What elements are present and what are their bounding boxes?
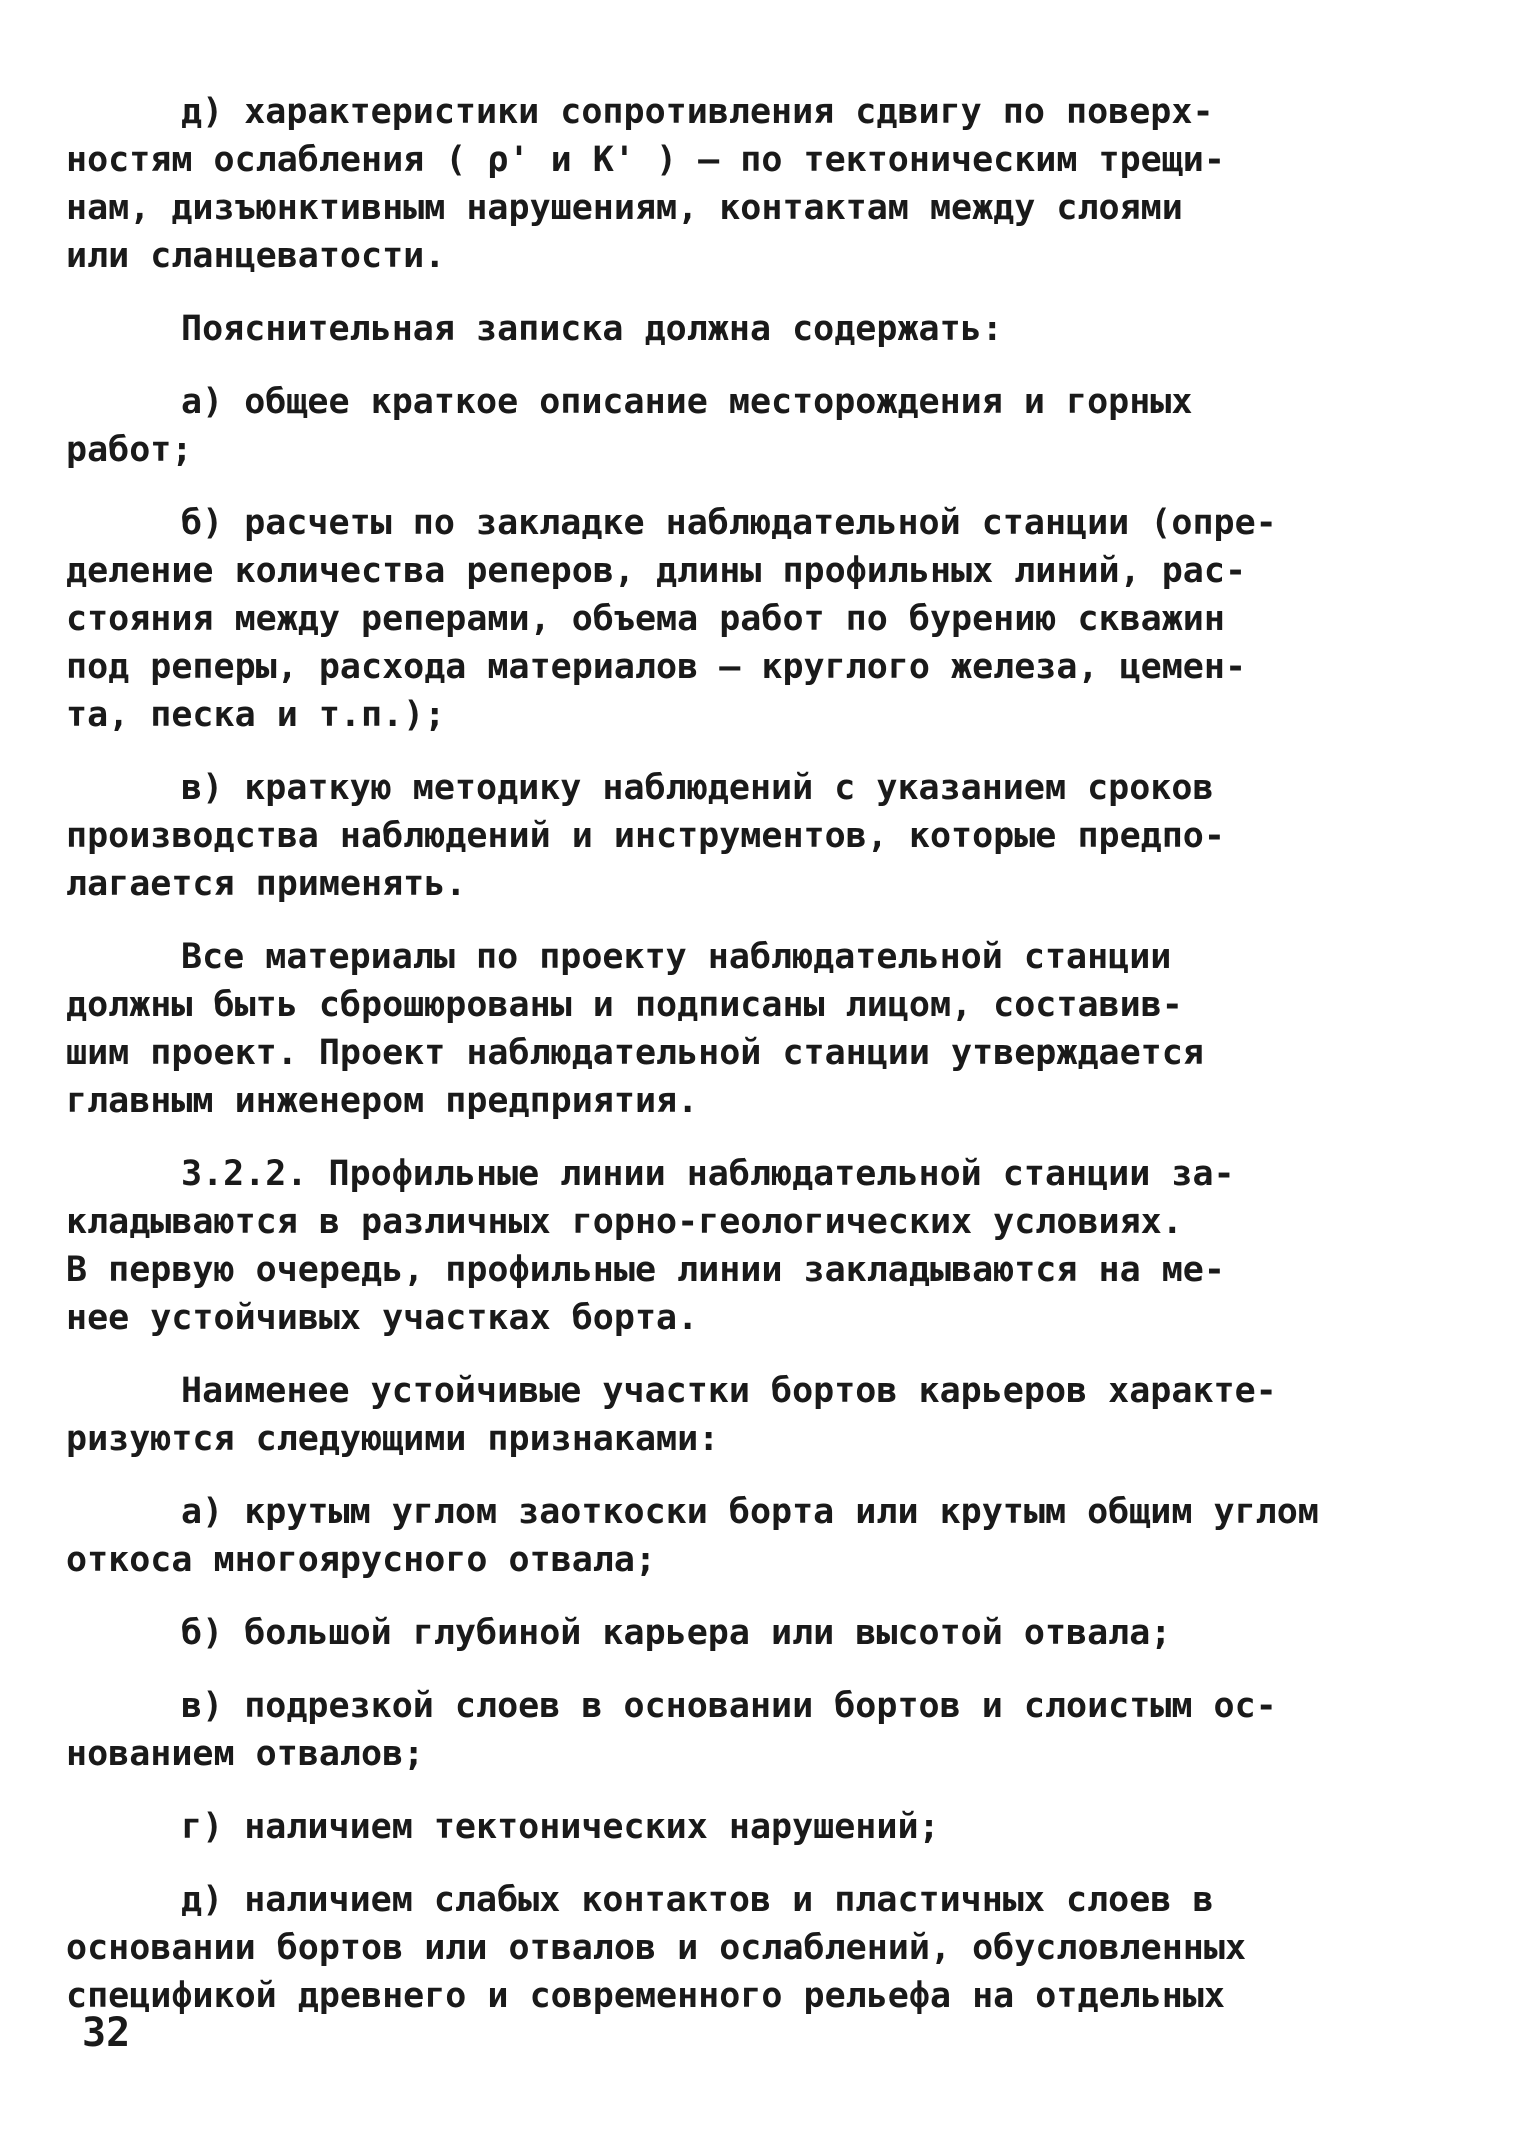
text-line: нам, дизъюнктивным нарушениям, контактам между слоями [66, 188, 1183, 228]
text-line: б) большой глубиной карьера или высотой отвала; [181, 1613, 1172, 1653]
text-line: шим проект. Проект наблюдательной станции утверждается [66, 1033, 1204, 1073]
text-line: кладываются в различных горно-геологических условиях. [66, 1202, 1183, 1242]
text-line: б) расчеты по закладке наблюдательной станции (опре- [181, 503, 1277, 543]
body-text [66, 88, 1446, 2045]
paragraph-list-item-a [66, 1488, 1446, 1584]
text-line: работ; [66, 430, 193, 470]
text-line: лагается применять. [66, 864, 467, 904]
text-line: производства наблюдений и инструментов, которые предпо- [66, 816, 1225, 856]
text-line: основании бортов или отвалов и ослаблений, обусловленных [66, 1928, 1247, 1968]
text-line: Наименее устойчивые участки бортов карьеров характе- [181, 1371, 1277, 1411]
text-line: спецификой древнего и современного рельефа на отдельных [66, 1976, 1225, 2016]
text-line: должны быть сброшюрованы и подписаны лицом, составив- [66, 985, 1183, 1025]
text-line: Все материалы по проекту наблюдательной станции [181, 937, 1172, 977]
text-line: ностям ослабления ( ρ' и K' ) – по тектоническим трещи- [66, 140, 1225, 180]
text-line: Пояснительная записка должна содержать: [181, 309, 1003, 349]
text-line: нованием отвалов; [66, 1734, 425, 1774]
paragraph-general-description [66, 378, 1446, 474]
text-line: деление количества реперов, длины профильных линий, рас- [66, 551, 1247, 591]
page-number: 32 [82, 2010, 131, 2056]
text-line: или сланцеватости. [66, 236, 446, 276]
text-line: В первую очередь, профильные линии закладываются на ме- [66, 1250, 1225, 1290]
text-line: д) характеристики сопротивления сдвигу по поверх- [181, 92, 1214, 132]
paragraph-explanatory-note-intro [66, 305, 1446, 353]
paragraph-shear-resistance-characteristics [66, 88, 1446, 280]
text-line: г) наличием тектонических нарушений; [181, 1807, 940, 1847]
text-line: нее устойчивых участках борта. [66, 1298, 699, 1338]
paragraph-observation-methodology [66, 764, 1446, 908]
text-line: откоса многоярусного отвала; [66, 1540, 657, 1580]
text-line: та, песка и т.п.); [66, 695, 446, 735]
text-line: под реперы, расхода материалов – круглого железа, цемен- [66, 647, 1247, 687]
text-line: стояния между реперами, объема работ по бурению скважин [66, 599, 1225, 639]
paragraph-section-3-2-2 [66, 1150, 1446, 1342]
text-line: а) общее краткое описание месторождения и горных [181, 382, 1193, 422]
paragraph-project-approval [66, 933, 1446, 1125]
paragraph-unstable-sections-intro [66, 1367, 1446, 1463]
text-line: в) подрезкой слоев в основании бортов и слоистым ос- [181, 1686, 1277, 1726]
text-line: д) наличием слабых контактов и пластичных слоев в [181, 1880, 1214, 1920]
text-line: в) краткую методику наблюдений с указанием сроков [181, 768, 1214, 808]
paragraph-list-item-d [66, 1876, 1446, 2020]
paragraph-list-item-b [66, 1609, 1446, 1657]
text-line: а) крутым углом заоткоски борта или крутым общим углом [181, 1492, 1319, 1532]
paragraph-list-item-v [66, 1682, 1446, 1778]
paragraph-station-calculations [66, 499, 1446, 739]
text-line: главным инженером предприятия. [66, 1081, 699, 1121]
text-line: 3.2.2. Профильные линии наблюдательной станции за- [181, 1154, 1235, 1194]
text-line: ризуются следующими признаками: [66, 1419, 720, 1459]
paragraph-list-item-g [66, 1803, 1446, 1851]
